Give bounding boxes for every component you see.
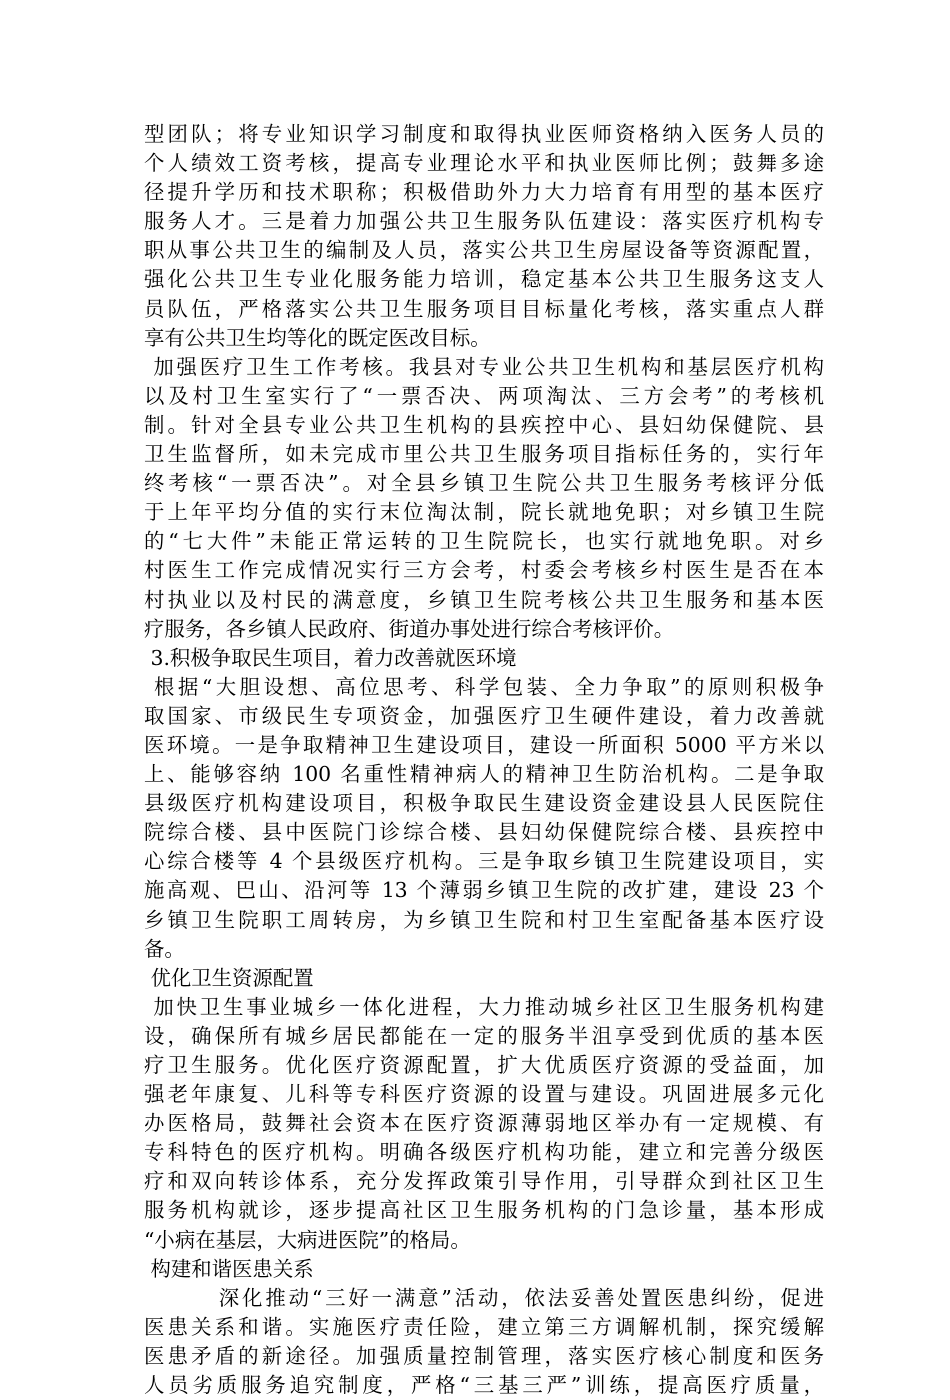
document-text-line: 医患关系和谐。实施医疗责任险，建立第三方调解机制，探究缓解 [144,1314,824,1339]
document-text-line: 根据“大胆设想、高位思考、科学包装、全力争取”的原则积极争 [144,674,824,699]
document-text-line: 村执业以及村民的满意度，乡镇卫生院考核公共卫生服务和基本医 [144,587,824,612]
document-text-line: 3.积极争取民生项目，着力改善就医环境 [144,645,517,670]
document-text-line: 院综合楼、县中医院门诊综合楼、县妇幼保健院综合楼、县疾控中 [144,820,824,845]
document-text-line: 制。针对全县专业公共卫生机构的县疾控中心、县妇幼保健院、县 [144,412,824,437]
document-text-line: 的“七大件”未能正常运转的卫生院院长，也实行就地免职。对乡 [144,529,824,554]
document-text-line: 心综合楼等 4 个县级医疗机构。三是争取乡镇卫生院建设项目，实 [144,849,824,874]
document-text-line: 人员劣质服务追究制度，严格“三基三严”训练，提高医疗质量， [144,1373,824,1398]
document-text-line: 取国家、市级民生专项资金，加强医疗卫生硬件建设，着力改善就 [144,703,824,728]
document-text-line: 疗卫生服务。优化医疗资源配置，扩大优质医疗资源的受益面，加 [144,1053,824,1077]
document-text-line: 办医格局，鼓舞社会资本在医疗资源薄弱地区举办有一定规模、有 [144,1111,824,1136]
document-text-line: 员队伍，严格落实公共卫生服务项目目标量化考核，落实重点人群 [144,296,824,321]
document-text-line: 疗和双向转诊体系，充分发挥政策引导作用，引导群众到社区卫生 [144,1169,824,1194]
document-text-line: 服务机构就诊，逐步提高社区卫生服务机构的门急诊量，基本形成 [144,1198,824,1223]
document-text-line: 深化推动“三好一满意”活动，依法妥善处置医患纠纷，促进 [144,1285,824,1310]
document-text-line: 强化公共卫生专业化服务能力培训，稳定基本公共卫生服务这支人 [144,267,824,292]
document-text-line: 强老年康复、儿科等专科医疗资源的设置与建设。巩固进展多元化 [144,1082,824,1107]
document-text-line: 医环境。一是争取精神卫生建设项目，建设一所面积 5000 平方米以 [144,732,824,757]
document-text-line: 县级医疗机构建设项目，积极争取民生建设资金建设县人民医院住 [144,791,824,816]
document-body [144,120,824,1400]
document-text-line: 加快卫生事业城乡一体化进程，大力推动城乡社区卫生服务机构建 [144,994,824,1019]
document-text-line: 疗服务，各乡镇人民政府、街道办事处进行综合考核评价。 [144,616,675,641]
document-text-line: 径提升学历和技术职称；积极借助外力大力培育有用型的基本医疗 [144,180,824,205]
document-text-line: 乡镇卫生院职工周转房，为乡镇卫生院和村卫生室配备基本医疗设 [144,907,824,932]
document-text-line: 上、能够容纳 100 名重性精神病人的精神卫生防治机构。二是争取 [144,762,824,787]
document-text-line: 以及村卫生室实行了“一票否决、两项淘汰、三方会考”的考核机 [144,383,824,408]
document-text-line: 于上年平均分值的实行末位淘汰制，院长就地免职；对乡镇卫生院 [144,500,824,525]
document-text-line: 服务人才。三是着力加强公共卫生服务队伍建设：落实医疗机构专 [144,209,824,234]
document-text-line: 加强医疗卫生工作考核。我县对专业公共卫生机构和基层医疗机构 [144,354,824,379]
document-text-line: 终考核“一票否决”。对全县乡镇卫生院公共卫生服务考核评分低 [144,471,824,496]
document-text-line: 医患矛盾的新途径。加强质量控制管理，落实医疗核心制度和医务 [144,1343,824,1368]
document-text-line: 职从事公共卫生的编制及人员，落实公共卫生房屋设备等资源配置， [144,238,824,263]
document-text-line: 备。 [144,936,185,961]
document-text-line: 型团队；将专业知识学习制度和取得执业医师资格纳入医务人员的 [144,122,824,146]
document-text-line: 享有公共卫生均等化的既定医改目标。 [144,325,491,350]
document-text-line: 施高观、巴山、沿河等 13 个薄弱乡镇卫生院的改扩建，建设 23 个 [144,878,824,903]
document-text-line: 设，确保所有城乡居民都能在一定的服务半沮享受到优质的基本医 [144,1023,824,1048]
document-text-line: 个人绩效工资考核，提高专业理论水平和执业医师比例；鼓舞多途 [144,151,824,176]
document-text-line: “小病在基层，大病进医院”的格局。 [144,1227,471,1252]
document-text-line: 专科特色的医疗机构。明确各级医疗机构功能，建立和完善分级医 [144,1140,824,1165]
document-text-line: 优化卫生资源配置 [144,965,314,990]
document-text-line: 卫生监督所，如未完成市里公共卫生服务项目指标任务的，实行年 [144,442,824,467]
document-text-line: 村医生工作完成情况实行三方会考，村委会考核乡村医生是否在本 [144,558,824,583]
document-text-line: 构建和谐医患关系 [144,1256,314,1281]
